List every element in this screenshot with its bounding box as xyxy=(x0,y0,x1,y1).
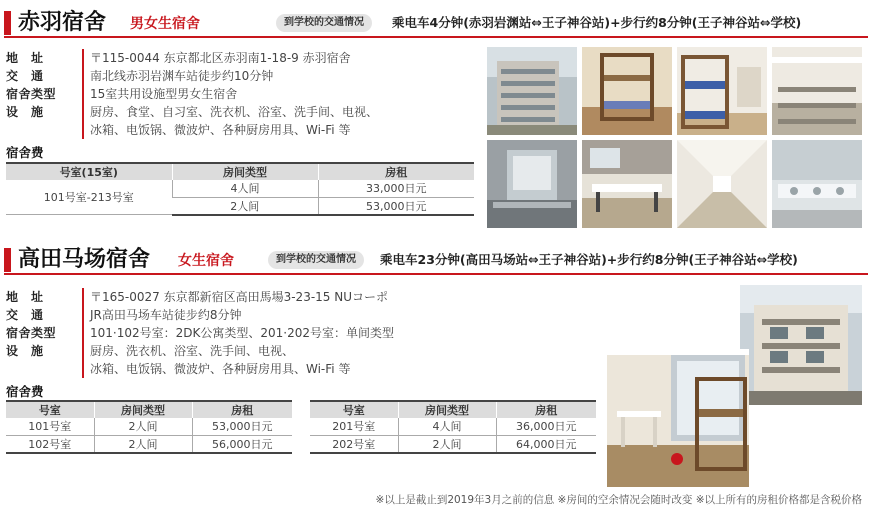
info-value: 101·102号室：2DK公寓类型、201·202号室：单间类型 xyxy=(90,326,394,340)
table-cell-room: 202号室 xyxy=(310,435,398,453)
info-row xyxy=(6,103,378,121)
info-value: 15室共用设施型男女生宿舍 xyxy=(90,87,238,101)
title-accent-mark xyxy=(4,248,11,272)
table-row xyxy=(310,435,596,453)
info-value: 〒165-0027 东京都新宿区高田馬場3-23-15 NUコーポ xyxy=(90,290,388,304)
table-row xyxy=(6,180,474,197)
dorm-takadanobaba-info xyxy=(6,288,394,378)
info-label: 设 施 xyxy=(6,344,44,358)
photo-study-room xyxy=(772,47,862,135)
table-cell-rent: 53,000日元 xyxy=(318,197,474,215)
info-label xyxy=(6,121,82,139)
photo-room-interior xyxy=(607,349,749,487)
dorm-takadanobaba-fee-table-left xyxy=(6,400,292,454)
dorm-akabane-fee-label: 宿舍费 xyxy=(6,145,44,160)
table-cell-rent: 36,000日元 xyxy=(496,418,596,435)
info-divider xyxy=(82,306,84,324)
table-header-row xyxy=(310,401,596,418)
dorm-akabane-fee-table xyxy=(6,162,474,216)
table-header-row xyxy=(6,163,474,180)
info-value: 〒115-0044 东京都北区赤羽南1-18-9 赤羽宿舍 xyxy=(90,51,351,65)
info-row xyxy=(6,324,394,342)
table-cell-type: 2人间 xyxy=(94,418,192,435)
info-divider xyxy=(82,67,84,85)
info-label: 宿舍类型 xyxy=(6,326,57,340)
photo-bunk-beds-room xyxy=(582,47,672,135)
table-cell-rent: 33,000日元 xyxy=(318,180,474,197)
photo-building-exterior xyxy=(740,285,862,405)
info-value: JR高田马场车站徒步约8分钟 xyxy=(90,308,242,322)
table-row xyxy=(310,418,596,435)
info-divider xyxy=(82,49,84,67)
table-header: 房间类型 xyxy=(172,163,318,180)
table-cell-type: 2人间 xyxy=(94,435,192,453)
info-row xyxy=(6,121,378,139)
table-cell-room: 101号室 xyxy=(6,418,94,435)
info-row xyxy=(6,342,394,360)
dorm-takadanobaba-access: 乘电车23分钟(高田马场站⇔王子神谷站)+步行约8分钟(王子神谷站⇔学校) xyxy=(380,252,798,267)
info-label: 交 通 xyxy=(6,69,44,83)
title-accent-mark xyxy=(4,11,11,35)
info-divider xyxy=(82,360,84,378)
photo-washroom xyxy=(772,140,862,228)
dorm-akabane-name: 赤羽宿舍 xyxy=(18,10,107,35)
table-cell-room: 201号室 xyxy=(310,418,398,435)
table-row xyxy=(6,435,292,453)
photo-corridor xyxy=(677,140,767,228)
footnote: ※以上是截止到2019年3月之前的信息 ※房间的空余情况会随时改变 ※以上所有的房租价格都是含税价格 xyxy=(375,494,862,506)
info-label: 地 址 xyxy=(6,51,44,65)
info-divider xyxy=(82,342,84,360)
info-value-cont: 冰箱、电饭锅、微波炉、各种厨房用具、Wi-Fi 等 xyxy=(90,362,351,376)
info-row xyxy=(6,85,378,103)
table-cell-rent: 56,000日元 xyxy=(192,435,292,453)
photo-building-exterior xyxy=(487,47,577,135)
dorm-akabane-info xyxy=(6,49,378,139)
table-cell-rent: 53,000日元 xyxy=(192,418,292,435)
info-value: 厨房、洗衣机、浴室、洗手间、电视、 xyxy=(90,344,295,358)
photo-kitchen xyxy=(487,140,577,228)
info-row xyxy=(6,67,378,85)
info-row xyxy=(6,49,378,67)
table-header: 号室 xyxy=(6,401,94,418)
table-header: 房间类型 xyxy=(94,401,192,418)
table-header-row xyxy=(6,401,292,418)
table-header: 房租 xyxy=(318,163,474,180)
dorm-takadanobaba-type: 女生宿舍 xyxy=(178,253,234,269)
dorm-takadanobaba-access-tag: 到学校的交通情况 xyxy=(268,251,364,269)
table-cell-room: 101号室-213号室 xyxy=(6,180,172,215)
info-label: 宿舍类型 xyxy=(6,87,57,101)
info-divider xyxy=(82,103,84,121)
info-divider xyxy=(82,85,84,103)
table-header: 号室(15室) xyxy=(6,163,172,180)
info-row xyxy=(6,306,394,324)
dorm-akabane-title-bar xyxy=(4,8,868,38)
info-value: 南北线赤羽岩渊车站徒步约10分钟 xyxy=(90,69,274,83)
dorm-takadanobaba-fee-label: 宿舍费 xyxy=(6,384,44,399)
table-cell-type: 2人间 xyxy=(398,435,496,453)
info-label: 交 通 xyxy=(6,308,44,322)
dorm-akabane-section xyxy=(0,0,880,238)
table-header: 号室 xyxy=(310,401,398,418)
table-row xyxy=(6,418,292,435)
dorm-takadanobaba-title-bar xyxy=(4,245,868,275)
info-label xyxy=(6,360,82,378)
photo-bunk-bed-blue xyxy=(677,47,767,135)
info-value: 厨房、食堂、自习室、洗衣机、浴室、洗手间、电视、 xyxy=(90,105,379,119)
table-cell-type: 4人间 xyxy=(398,418,496,435)
info-divider xyxy=(82,288,84,306)
table-header: 房间类型 xyxy=(398,401,496,418)
info-divider xyxy=(82,121,84,139)
info-row xyxy=(6,288,394,306)
dorm-takadanobaba-section xyxy=(0,238,880,488)
info-label: 地 址 xyxy=(6,290,44,304)
table-cell-type: 2人间 xyxy=(172,197,318,215)
dorm-akabane-type: 男女生宿舍 xyxy=(130,16,200,32)
table-cell-room: 102号室 xyxy=(6,435,94,453)
info-divider xyxy=(82,324,84,342)
dorm-akabane-access: 乘电车4分钟(赤羽岩渊站⇔王子神谷站)+步行约8分钟(王子神谷站⇔学校) xyxy=(392,15,802,30)
info-row xyxy=(6,360,394,378)
dorm-takadanobaba-name: 高田马场宿舍 xyxy=(18,247,151,272)
info-label: 设 施 xyxy=(6,105,44,119)
table-header: 房租 xyxy=(496,401,596,418)
table-cell-rent: 64,000日元 xyxy=(496,435,596,453)
dorm-takadanobaba-fee-table-right xyxy=(310,400,596,454)
table-cell-type: 4人间 xyxy=(172,180,318,197)
table-header: 房租 xyxy=(192,401,292,418)
dorm-akabane-access-tag: 到学校的交通情况 xyxy=(276,14,372,32)
photo-dining-room xyxy=(582,140,672,228)
info-value-cont: 冰箱、电饭锅、微波炉、各种厨房用具、Wi-Fi 等 xyxy=(90,123,351,137)
